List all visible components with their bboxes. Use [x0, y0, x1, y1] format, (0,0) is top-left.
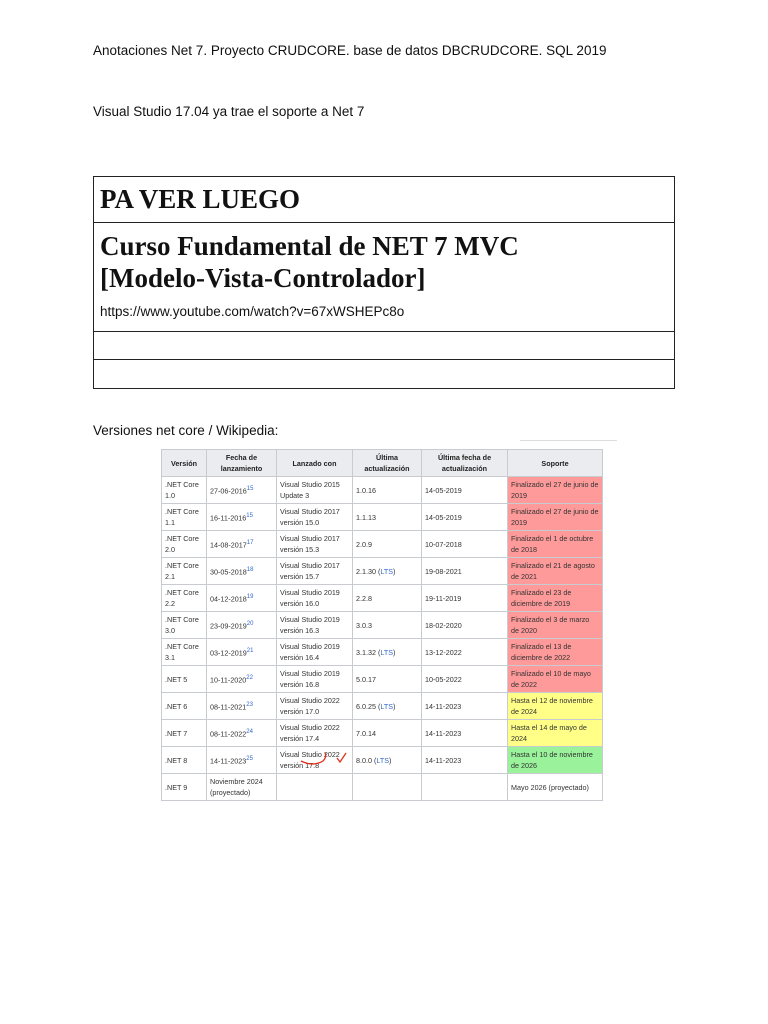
release-date: Noviembre 2024 (proyectado) — [210, 777, 263, 797]
last-update-date-cell: 14-11-2023 — [422, 693, 508, 720]
last-update-date-cell: 19-11-2019 — [422, 585, 508, 612]
version-cell: .NET 5 — [162, 666, 207, 693]
reference-link[interactable]: 19 — [246, 593, 254, 600]
last-version: 1.0.16 — [356, 485, 376, 495]
reference-link[interactable]: 23 — [246, 701, 253, 708]
release-date: 08-11-2022 — [210, 729, 247, 739]
support-cell: Finalizado el 13 de diciembre de 2022 — [508, 639, 603, 666]
last-update-cell: 3.1.32 (LTS) — [353, 639, 422, 666]
reference-link[interactable]: 24 — [246, 728, 253, 735]
reference-link[interactable]: 21 — [246, 647, 254, 654]
support-cell: Hasta el 12 de noviembre de 2024 — [508, 693, 603, 720]
table-header-row — [162, 450, 603, 477]
last-update-date-cell: 10-05-2022 — [422, 666, 508, 693]
version-cell: .NET Core 2.2 — [162, 585, 207, 612]
last-version: 2.1.30 — [356, 566, 376, 576]
version-cell: .NET Core 3.1 — [162, 639, 207, 666]
release-date: 27-06-2016 — [210, 486, 247, 496]
released-with-cell: Visual Studio 2019 versión 16.0 — [277, 585, 353, 612]
reference-link[interactable]: 15 — [246, 512, 253, 519]
box-title: PA VER LUEGO — [100, 184, 301, 214]
release-date-cell — [207, 693, 277, 720]
last-version: 7.0.14 — [356, 728, 376, 738]
table-row — [162, 585, 603, 612]
reference-link[interactable]: 18 — [246, 566, 254, 573]
release-date-cell — [207, 720, 277, 747]
last-version: 3.1.32 — [356, 647, 376, 657]
last-update-cell — [353, 585, 422, 612]
released-with-cell: Visual Studio 2022 versión 17.8 — [277, 747, 353, 774]
last-update-cell — [353, 477, 422, 504]
support-cell: Hasta el 14 de mayo de 2024 — [508, 720, 603, 747]
last-version: 1.1.13 — [356, 512, 376, 522]
table-row — [162, 693, 603, 720]
header-annotation-line: Anotaciones Net 7. Proyecto CRUDCORE. base de datos DBCRUDCORE. SQL 2019 — [93, 43, 607, 58]
empty-row-1 — [94, 332, 674, 360]
last-update-cell — [353, 504, 422, 531]
release-date-cell — [207, 585, 277, 612]
table-row — [162, 558, 603, 585]
released-with-cell: Visual Studio 2022 versión 17.0 — [277, 693, 353, 720]
visual-studio-note: Visual Studio 17.04 ya trae el soporte a Net 7 — [93, 104, 365, 119]
last-update-date-cell: 14-05-2019 — [422, 504, 508, 531]
last-update-date-cell: 10-07-2018 — [422, 531, 508, 558]
versions-label: Versiones net core / Wikipedia: — [93, 423, 279, 438]
column-header: Lanzado con — [277, 450, 353, 477]
released-with-cell: Visual Studio 2019 versión 16.4 — [277, 639, 353, 666]
last-update-cell — [353, 666, 422, 693]
net-versions-table — [161, 449, 603, 801]
empty-row-2 — [94, 360, 674, 388]
support-cell: Finalizado el 10 de mayo de 2022 — [508, 666, 603, 693]
column-header: Última actualización — [353, 450, 422, 477]
last-update-cell — [353, 531, 422, 558]
table-row — [162, 612, 603, 639]
last-update-cell — [353, 612, 422, 639]
version-cell: .NET 8 — [162, 747, 207, 774]
table-row — [162, 504, 603, 531]
released-with-cell: Visual Studio 2019 versión 16.8 — [277, 666, 353, 693]
release-date-cell — [207, 774, 277, 801]
support-cell: Finalizado el 27 de junio de 2019 — [508, 504, 603, 531]
lts-link[interactable]: LTS — [380, 566, 394, 576]
course-row — [94, 223, 674, 332]
column-header: Fecha de lanzamiento — [207, 450, 277, 477]
release-date-cell — [207, 504, 277, 531]
table-row — [162, 720, 603, 747]
release-date: 14-08-2017 — [210, 540, 247, 550]
table-row — [162, 747, 603, 774]
table-row — [162, 666, 603, 693]
release-date: 23-09-2019 — [210, 621, 247, 631]
release-date-cell — [207, 531, 277, 558]
version-cell: .NET Core 3.0 — [162, 612, 207, 639]
divider — [520, 440, 617, 441]
release-date: 10-11-2020 — [210, 675, 247, 685]
column-header: Soporte — [508, 450, 603, 477]
release-date: 03-12-2019 — [210, 648, 247, 658]
support-cell: Mayo 2026 (proyectado) — [508, 774, 603, 801]
lts-link[interactable]: LTS — [380, 647, 394, 657]
lts-link[interactable]: LTS — [376, 755, 390, 765]
reference-link[interactable]: 22 — [246, 674, 253, 681]
reference-link[interactable]: 20 — [246, 620, 254, 627]
last-version: 3.0.3 — [356, 620, 372, 630]
release-date-cell — [207, 477, 277, 504]
release-date: 16-11-2016 — [210, 513, 247, 523]
table-body — [162, 477, 603, 801]
support-cell: Hasta el 10 de noviembre de 2026 — [508, 747, 603, 774]
course-title-line1: Curso Fundamental de NET 7 MVC — [100, 231, 519, 261]
table-row — [162, 477, 603, 504]
release-date: 14-11-2023 — [210, 756, 247, 766]
release-date-cell — [207, 558, 277, 585]
version-cell: .NET Core 1.0 — [162, 477, 207, 504]
support-cell: Finalizado el 23 de diciembre de 2019 — [508, 585, 603, 612]
course-title-line2: [Modelo-Vista-Controlador] — [100, 263, 426, 293]
last-update-date-cell: 14-11-2023 — [422, 720, 508, 747]
last-version: 8.0.0 — [356, 755, 372, 765]
last-update-date-cell: 14-11-2023 — [422, 747, 508, 774]
released-with-cell — [277, 774, 353, 801]
release-date: 08-11-2021 — [210, 702, 247, 712]
support-cell: Finalizado el 1 de octubre de 2018 — [508, 531, 603, 558]
release-date-cell — [207, 666, 277, 693]
handwritten-mark-icon — [299, 749, 351, 767]
release-date-cell — [207, 612, 277, 639]
last-version: 2.0.9 — [356, 539, 372, 549]
course-url[interactable]: https://www.youtube.com/watch?v=67xWSHEPc8o — [100, 304, 405, 319]
column-header: Última fecha de actualización — [422, 450, 508, 477]
last-update-date-cell: 19-08-2021 — [422, 558, 508, 585]
last-update-date-cell — [422, 774, 508, 801]
released-with-cell: Visual Studio 2022 versión 17.4 — [277, 720, 353, 747]
last-update-cell: 8.0.0 (LTS) — [353, 747, 422, 774]
last-update-date-cell: 14-05-2019 — [422, 477, 508, 504]
released-with-cell: Visual Studio 2017 versión 15.0 — [277, 504, 353, 531]
version-cell: .NET Core 2.1 — [162, 558, 207, 585]
version-cell: .NET Core 2.0 — [162, 531, 207, 558]
last-update-date-cell: 18-02-2020 — [422, 612, 508, 639]
last-update-cell: 6.0.25 (LTS) — [353, 693, 422, 720]
table-row — [162, 531, 603, 558]
release-date-cell — [207, 639, 277, 666]
released-with-cell: Visual Studio 2017 versión 15.7 — [277, 558, 353, 585]
released-with-cell: Visual Studio 2019 versión 16.3 — [277, 612, 353, 639]
watch-later-box — [93, 176, 675, 389]
release-date: 30-05-2018 — [210, 567, 247, 577]
last-version: 6.0.25 — [356, 701, 376, 711]
support-cell: Finalizado el 21 de agosto de 2021 — [508, 558, 603, 585]
version-cell: .NET 7 — [162, 720, 207, 747]
last-version: 2.2.8 — [356, 593, 372, 603]
released-with-cell: Visual Studio 2015 Update 3 — [277, 477, 353, 504]
last-update-cell: 2.1.30 (LTS) — [353, 558, 422, 585]
version-cell: .NET 9 — [162, 774, 207, 801]
support-cell: Finalizado el 27 de junio de 2019 — [508, 477, 603, 504]
last-update-date-cell: 13-12-2022 — [422, 639, 508, 666]
version-cell: .NET Core 1.1 — [162, 504, 207, 531]
column-header: Versión — [162, 450, 207, 477]
lts-link[interactable]: LTS — [380, 701, 394, 711]
release-date-cell — [207, 747, 277, 774]
support-cell: Finalizado el 3 de marzo de 2020 — [508, 612, 603, 639]
reference-link[interactable]: 15 — [246, 485, 254, 492]
last-update-cell — [353, 774, 422, 801]
released-with-cell: Visual Studio 2017 versión 15.3 — [277, 531, 353, 558]
last-update-cell — [353, 720, 422, 747]
table-row — [162, 774, 603, 801]
reference-link[interactable]: 17 — [246, 539, 254, 546]
version-cell: .NET 6 — [162, 693, 207, 720]
release-date: 04-12-2018 — [210, 594, 247, 604]
box-title-row — [94, 177, 674, 223]
reference-link[interactable]: 25 — [246, 755, 253, 762]
table-row — [162, 639, 603, 666]
last-version: 5.0.17 — [356, 674, 376, 684]
